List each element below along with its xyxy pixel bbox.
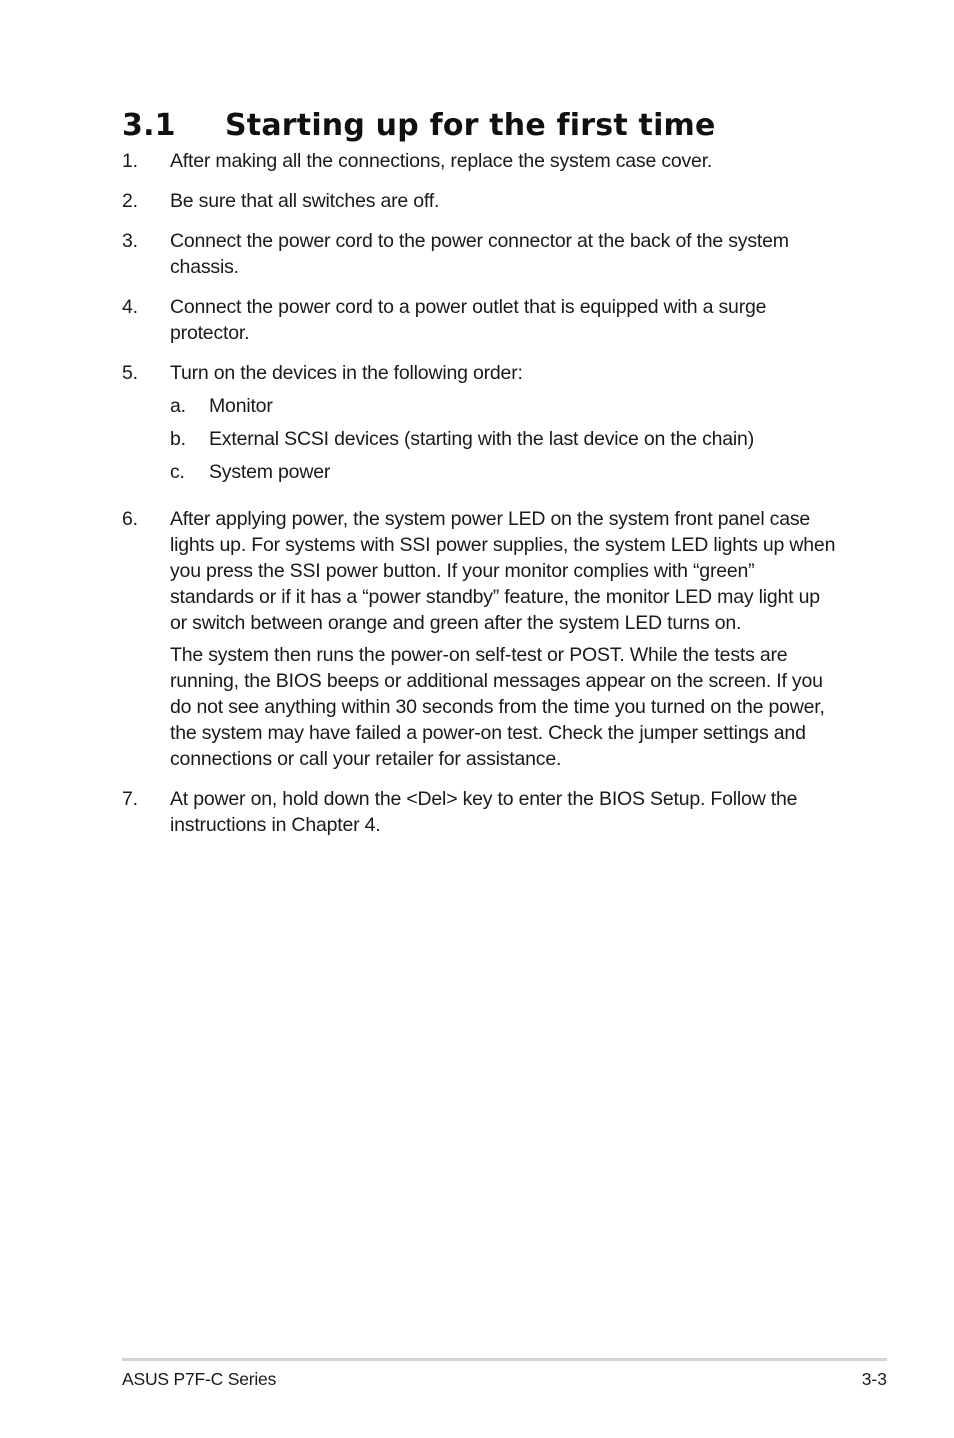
- step-text: At power on, hold down the <Del> key to enter the BIOS Setup. Follow the instructions in Chapter 4.: [170, 788, 798, 836]
- sub-item-text: Monitor: [209, 395, 273, 417]
- sub-list-item: [170, 426, 842, 452]
- step-number: 3.: [122, 230, 138, 252]
- step-number: 4.: [122, 296, 138, 318]
- step-text: After making all the connections, replace the system case cover.: [170, 150, 713, 172]
- footer-product-name: ASUS P7F-C Series: [122, 1369, 277, 1389]
- list-item: [122, 228, 842, 280]
- section-title: Starting up for the first time: [225, 108, 716, 144]
- sub-list-item: [170, 459, 842, 485]
- footer-page-number: 3-3: [861, 1369, 887, 1389]
- sub-item-text: External SCSI devices (starting with the last device on the chain): [209, 428, 754, 450]
- footer-divider: [122, 1358, 887, 1361]
- step-number: 5.: [122, 362, 138, 384]
- list-item: [122, 360, 842, 492]
- step-text: After applying power, the system power LED on the system front panel case lights up. For systems with SSI power supplies, the system LED lights up when you press the SSI power button. If your monitor complies with “green” standards or if it has a “power standby” feature, the monitor LED may light up or switch between orange and green after the system LED turns on.: [170, 508, 836, 634]
- sub-item-letter: b.: [170, 428, 186, 450]
- step-number: 7.: [122, 788, 138, 810]
- step-text: The system then runs the power-on self-test or POST. While the tests are running, the BIOS beeps or additional messages appear on the screen. If you do not see anything within 30 seconds from the time you turned on the power, the system may have failed a power-on test. Check the jumper settings and connections or call your retailer for assistance.: [170, 644, 825, 770]
- step-text: Connect the power cord to a power outlet that is equipped with a surge protector.: [170, 296, 767, 344]
- step-text: Turn on the devices in the following order:: [170, 362, 523, 384]
- list-item: [122, 148, 842, 174]
- section-number: 3.1: [122, 108, 176, 144]
- sub-list-item: [170, 393, 842, 419]
- step-text: Connect the power cord to the power connector at the back of the system chassis.: [170, 230, 789, 278]
- step-number: 1.: [122, 150, 138, 172]
- list-item: [122, 786, 842, 838]
- list-item: [122, 188, 842, 214]
- sub-item-text: System power: [209, 461, 331, 483]
- list-item: [122, 294, 842, 346]
- step-text: Be sure that all switches are off.: [170, 190, 440, 212]
- step-number: 6.: [122, 508, 138, 530]
- sub-item-letter: c.: [170, 461, 185, 483]
- steps-list: [122, 148, 842, 852]
- sub-item-letter: a.: [170, 395, 186, 417]
- step-number: 2.: [122, 190, 138, 212]
- sub-list: [170, 393, 842, 485]
- section-heading: [122, 108, 716, 143]
- list-item: [122, 506, 842, 772]
